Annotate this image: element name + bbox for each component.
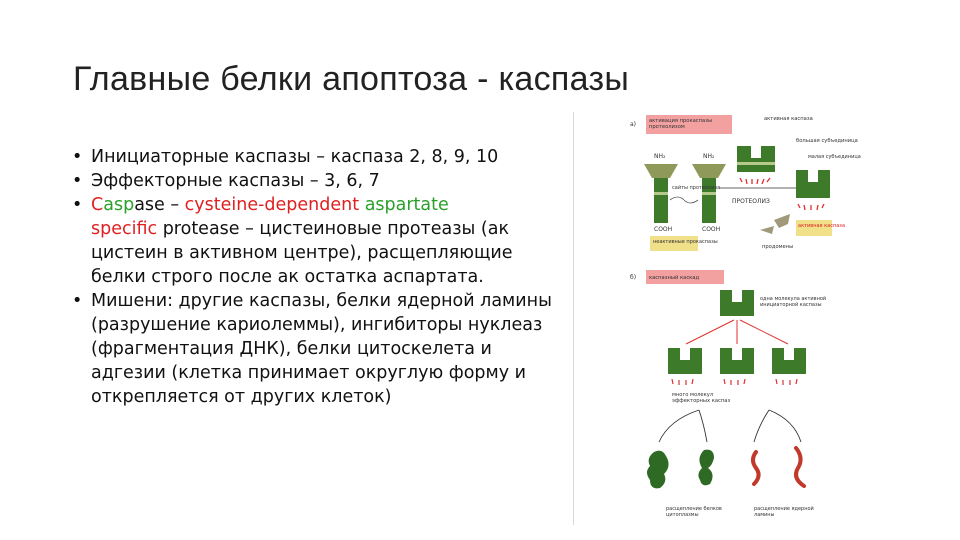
bullet-list bbox=[72, 145, 567, 409]
effector-dashes bbox=[672, 379, 797, 385]
aspartate-text: aspartate bbox=[364, 195, 449, 215]
active-caspase-label: активная каспаза bbox=[764, 116, 813, 122]
cleavage-sites-label: сайты протеолиза bbox=[672, 185, 721, 191]
panel-a-label: а) bbox=[630, 121, 637, 128]
cleavage-connector bbox=[670, 197, 698, 203]
active-caspase-right-shape bbox=[796, 170, 830, 198]
one-initiator-label: одна молекула активной инициаторной каспазы bbox=[760, 296, 827, 308]
prodomain-fragment-2 bbox=[760, 226, 774, 234]
ase-text: ase – bbox=[134, 195, 185, 215]
effector-caspase-1 bbox=[668, 348, 702, 374]
effector-caspase-2 bbox=[720, 348, 754, 374]
branch-arrow-2 bbox=[699, 410, 707, 442]
activation-label: активация прокаспазы протеолизом bbox=[649, 118, 713, 130]
small-subunit-label: малая субъединица bbox=[808, 154, 861, 160]
asp-letters: asp bbox=[103, 195, 135, 215]
slide-title: Главные белки апоптоза - каспазы bbox=[73, 60, 630, 98]
cleaved-cytoplasm-protein-2 bbox=[698, 450, 714, 486]
cysteine-dependent-text: cysteine-dependent bbox=[184, 195, 360, 215]
cascade-label: каспазный каскад bbox=[649, 275, 700, 281]
cooh-left-label: COOH bbox=[654, 226, 673, 233]
bullet-caspase-definition bbox=[72, 193, 567, 289]
lamina-cleavage-label: расщепление ядерной ламины bbox=[754, 506, 814, 518]
effector-caspase-3 bbox=[772, 348, 806, 374]
active-caspase-top-shape bbox=[737, 146, 775, 172]
cascade-arrow-left bbox=[686, 320, 734, 344]
initiator-caspase-shape bbox=[720, 290, 754, 316]
prodomains-label: продомены bbox=[762, 244, 794, 250]
cleaved-lamina-1 bbox=[753, 452, 759, 484]
nh2-left-label: NH₂ bbox=[654, 153, 666, 160]
active-caspase-top-band bbox=[737, 162, 775, 165]
cascade-arrow-right bbox=[740, 320, 788, 344]
cooh-right-label: COOH bbox=[702, 226, 721, 233]
prodomain-right-shape bbox=[692, 164, 726, 178]
panel-b-label: б) bbox=[630, 274, 637, 281]
bullet-targets: • Мишени: другие каспазы, белки ядерной ламины (разрушение кариолеммы), ингибиторы нуклеаз (фрагментация ДНК), белки цитоскелета и адгезии (клетка принимает округлую форму и открепляется от других клеток) bbox=[72, 289, 567, 409]
bullet-initiator-caspases: • Инициаторные каспазы – каспаза 2, 8, 9, 10 bbox=[72, 145, 567, 169]
prodomain-left-shape bbox=[644, 164, 678, 178]
cytoplasm-cleavage-label: расщепление белков цитоплазмы bbox=[666, 506, 722, 518]
inactive-procaspases-label: неактивные прокаспазы bbox=[653, 239, 718, 245]
procaspase-left-shape bbox=[654, 178, 668, 223]
branch-arrow-1 bbox=[659, 410, 699, 442]
protease-text: protease – цистеиновые протеазы (ак цистеин в активном центре), расщепляющие белки строго после ак остатка аспартата. bbox=[91, 219, 513, 287]
branch-arrow-4 bbox=[769, 410, 801, 442]
nh2-right-label: NH₂ bbox=[703, 153, 715, 160]
bullet-effector-caspases: • Эффекторные каспазы – 3, 6, 7 bbox=[72, 169, 567, 193]
cleaved-lamina-2 bbox=[796, 448, 804, 486]
specific-text: specific bbox=[91, 219, 158, 239]
large-subunit-label: большая субъединица bbox=[796, 138, 858, 144]
activation-dashes-top bbox=[740, 178, 770, 184]
caspase-activation-figure bbox=[573, 112, 861, 525]
c-letter: C bbox=[91, 195, 104, 215]
caspase-diagram bbox=[574, 112, 861, 525]
prodomain-fragment-1 bbox=[774, 214, 790, 228]
many-effectors-label: много молекул эффекторных каспаз bbox=[672, 392, 731, 404]
branch-arrow-3 bbox=[754, 410, 769, 442]
cleavage-band-left bbox=[654, 192, 668, 195]
cleavage-band-right bbox=[702, 192, 716, 195]
active-caspase-box-label: активная каспаза bbox=[798, 223, 846, 229]
activation-dashes-right bbox=[798, 204, 824, 210]
proteolysis-label: ПРОТЕОЛИЗ bbox=[732, 198, 770, 205]
cleaved-cytoplasm-protein-1 bbox=[647, 451, 669, 489]
